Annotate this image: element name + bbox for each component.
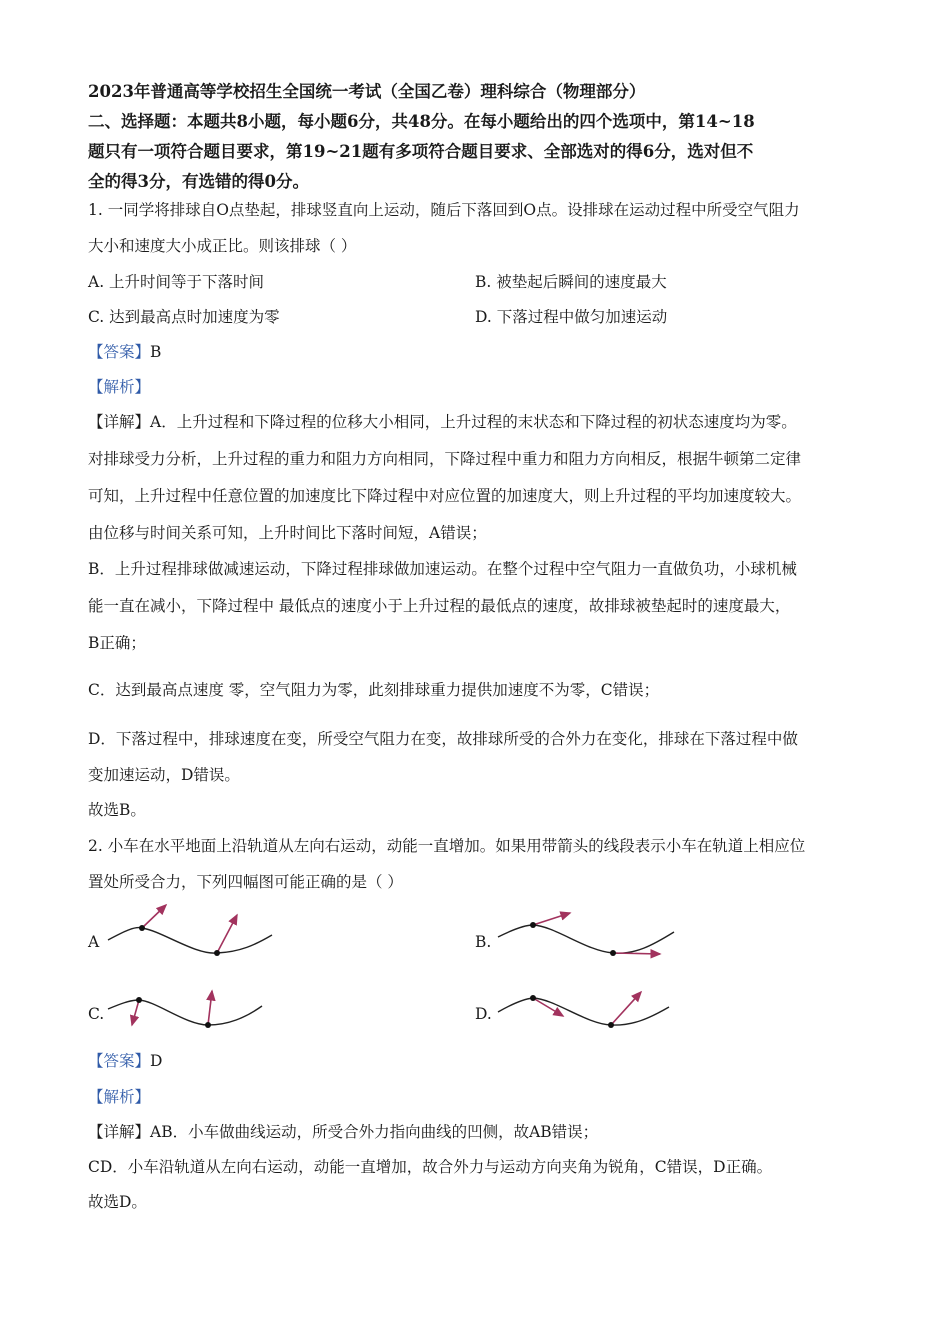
q2-stem-line-1: 2. 小车在水平地面上沿轨道从左向右运动，动能一直增加。如果用带箭头的线段表示小车在轨道上相应位 [88,837,806,855]
q1-detail-a-line-1: 【详解】A．上升过程和下降过程的位移大小相同，上升过程的末状态和下降过程的初状态速度均为零。 [88,413,797,431]
car-point [139,925,145,931]
q2-figure-a [100,895,280,970]
force-arrow [611,992,641,1025]
q2-figure-b [490,895,680,970]
track-curve [498,925,674,953]
q2-figure-d [490,982,680,1037]
car-point [608,1022,614,1028]
q1-detail-b-line-3: B正确； [88,634,146,652]
q1-analysis-tag: 【解析】 [88,378,151,396]
track-curve [108,928,272,954]
q1-stem-line-1: 1. 一同学将排球自O点垫起，排球竖直向上运动，随后下落回到O点。设排球在运动过程中所受空气阻力 [88,201,800,219]
car-point [610,950,616,956]
q1-detail-d-line-2: 变加速运动，D错误。 [88,766,240,784]
answer-tag: 【答案】 [88,1052,151,1070]
force-arrow [132,1000,139,1025]
q1-option-a: A. 上升时间等于下落时间 [88,273,265,291]
exam-title: 2023年普通高等学校招生全国统一考试（全国乙卷）理科综合（物理部分） [88,82,646,101]
q2-figure-c [100,985,270,1035]
q1-answer-row [88,340,863,364]
q2-detail-line-1: 【详解】AB．小车做曲线运动，所受合外力指向曲线的凹侧，故AB错误； [88,1123,599,1141]
section-instructions-line-3: 全的得3分，有选错的得0分。 [88,172,309,191]
car-point [205,1022,211,1028]
track-curve [498,998,669,1025]
force-arrow [142,905,166,928]
q2-answer-row [88,1049,863,1073]
car-point [136,997,142,1003]
q2-figure-label-b: B. [475,933,492,951]
force-arrow [208,991,212,1025]
force-arrow [533,913,570,925]
q1-conclusion: 故选B。 [88,801,146,819]
answer-tag: 【答案】 [88,343,151,361]
q1-detail-a-line-4: 由位移与时间关系可知，上升时间比下落时间短，A错误； [88,524,487,542]
q1-option-d: D. 下落过程中做匀加速运动 [475,308,668,326]
q1-option-c: C. 达到最高点时加速度为零 [88,308,280,326]
q2-conclusion: 故选D。 [88,1193,147,1211]
force-arrow [613,953,660,954]
car-point [214,950,220,956]
q1-detail-a-line-2: 对排球受力分析，上升过程的重力和阻力方向相同，下降过程中重力和阻力方向相反，根据牛顿第二定律 [88,450,802,468]
force-arrow [217,915,237,953]
q1-detail-a-line-3: 可知，上升过程中任意位置的加速度比下降过程中对应位置的加速度大，则上升过程的平均加速度较大。 [88,487,802,505]
q2-figure-label-d: D. [475,1005,492,1023]
q1-answer: B [150,343,162,361]
section-instructions-line-1: 二、选择题：本题共8小题，每小题6分，共48分。在每小题给出的四个选项中，第14~18 [88,112,755,131]
q2-analysis-tag: 【解析】 [88,1088,151,1106]
q2-stem-line-2: 置处所受合力，下列四幅图可能正确的是（ ） [88,873,403,891]
q1-option-b: B. 被垫起后瞬间的速度最大 [475,273,667,291]
car-point [530,995,536,1001]
track-curve [108,1000,262,1025]
q1-detail-d-line-1: D．下落过程中，排球速度在变，所受空气阻力在变，故排球所受的合外力在变化，排球在下落过程中做 [88,730,798,748]
q2-answer: D [150,1052,163,1070]
q2-figure-label-c: C. [88,1005,105,1023]
q1-detail-b-line-2: 能一直在减小，下降过程中 最低点的速度小于上升过程的最低点的速度，故排球被垫起时的速度最大， [88,597,791,615]
q1-detail-c: C．达到最高点速度 零，空气阻力为零，此刻排球重力提供加速度不为零，C错误； [88,681,660,699]
section-instructions-line-2: 题只有一项符合题目要求，第19~21题有多项符合题目要求、全部选对的得6分，选对但不 [88,142,754,161]
q1-stem-line-2: 大小和速度大小成正比。则该排球（ ） [88,237,357,255]
q2-detail-line-2: CD．小车沿轨道从左向右运动，动能一直增加，故合外力与运动方向夹角为锐角，C错误，D正确。 [88,1158,773,1176]
q2-figure-label-a: A [88,933,100,951]
q1-detail-b-line-1: B．上升过程排球做减速运动，下降过程排球做加速运动。在整个过程中空气阻力一直做负功，小球机械 [88,560,797,578]
car-point [530,922,536,928]
